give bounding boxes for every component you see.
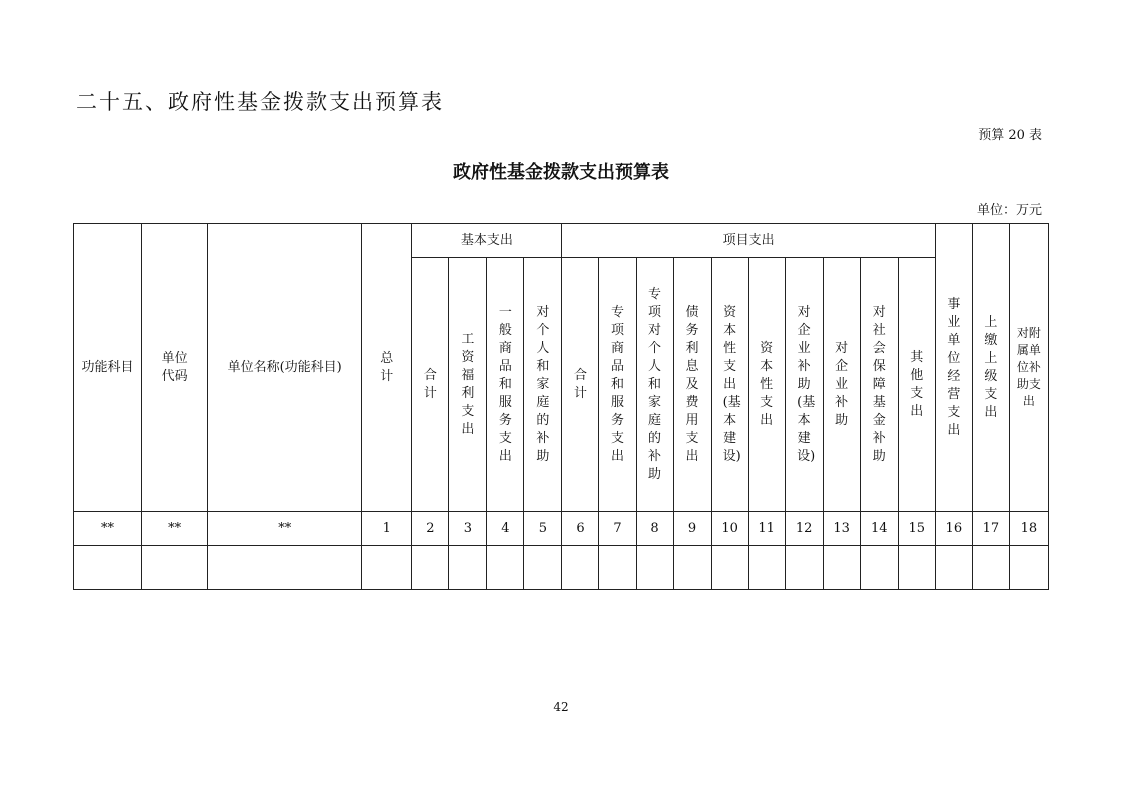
index-cell: 16	[935, 512, 972, 546]
index-cell: 14	[860, 512, 898, 546]
index-cell: 6	[562, 512, 599, 546]
data-cell	[860, 546, 898, 590]
header-debt-interest: 债务利息及费用支出	[673, 258, 711, 512]
header-total: 总计	[362, 224, 412, 512]
data-cell	[412, 546, 449, 590]
index-cell: 1	[362, 512, 412, 546]
data-cell	[1009, 546, 1048, 590]
data-cell	[524, 546, 562, 590]
index-cell: 2	[412, 512, 449, 546]
index-cell: 5	[524, 512, 562, 546]
form-number: 预算 20 表	[978, 128, 1042, 143]
page-number: 42	[553, 700, 569, 714]
data-cell	[935, 546, 972, 590]
header-capital-expense: 资本性支出	[748, 258, 785, 512]
data-cell	[972, 546, 1009, 590]
section-title: 二十五、政府性基金拨款支出预算表	[76, 90, 444, 114]
header-enterprise-subsidy-construction: 对企业补助(基本建设)	[785, 258, 823, 512]
data-cell	[208, 546, 362, 590]
document-title: 政府性基金拨款支出预算表	[453, 162, 669, 183]
header-social-security-subsidy: 对社会保障基金补助	[860, 258, 898, 512]
header-group-basic: 基本支出	[412, 224, 562, 258]
data-cell	[711, 546, 748, 590]
empty-data-row	[74, 546, 1049, 590]
index-cell: 17	[972, 512, 1009, 546]
index-cell: 8	[636, 512, 673, 546]
data-cell	[898, 546, 935, 590]
unit-label: 单位：万元	[976, 203, 1042, 218]
header-special-goods-services: 专项商品和服务支出	[599, 258, 636, 512]
header-function-subject: 功能科目	[74, 224, 142, 512]
data-cell	[636, 546, 673, 590]
data-cell	[748, 546, 785, 590]
header-special-household-subsidy: 专项对个人和家庭的补助	[636, 258, 673, 512]
column-index-row	[74, 512, 1049, 546]
index-cell: 9	[673, 512, 711, 546]
index-cell: 10	[711, 512, 748, 546]
index-cell: **	[142, 512, 208, 546]
index-cell: **	[74, 512, 142, 546]
index-cell: 13	[823, 512, 860, 546]
data-cell	[487, 546, 524, 590]
budget-table	[73, 223, 1049, 590]
index-cell: 7	[599, 512, 636, 546]
data-cell	[785, 546, 823, 590]
data-cell	[673, 546, 711, 590]
data-cell	[142, 546, 208, 590]
header-capital-construction: 资本性支出(基本建设)	[711, 258, 748, 512]
index-cell: 4	[487, 512, 524, 546]
index-cell: 15	[898, 512, 935, 546]
index-cell: 11	[748, 512, 785, 546]
header-household-subsidy: 对个人和家庭的补助	[524, 258, 562, 512]
header-row-groups	[74, 224, 1049, 258]
data-cell	[599, 546, 636, 590]
index-cell: 12	[785, 512, 823, 546]
header-group-project: 项目支出	[562, 224, 935, 258]
index-cell: 3	[449, 512, 487, 546]
header-remit-superior: 上缴上级支出	[972, 224, 1009, 512]
data-cell	[823, 546, 860, 590]
data-cell	[362, 546, 412, 590]
data-cell	[562, 546, 599, 590]
data-cell	[74, 546, 142, 590]
index-cell: 18	[1009, 512, 1048, 546]
header-subsidiary-subsidy: 对附属单位补助支出	[1009, 224, 1048, 512]
data-cell	[449, 546, 487, 590]
header-unit-code: 单位代码	[142, 224, 208, 512]
header-unit-name: 单位名称(功能科目)	[208, 224, 362, 512]
header-project-subtotal: 合计	[562, 258, 599, 512]
header-business-unit-expense: 事业单位经营支出	[935, 224, 972, 512]
header-goods-services: 一般商品和服务支出	[487, 258, 524, 512]
header-wage-welfare: 工资福利支出	[449, 258, 487, 512]
header-other-expense: 其他支出	[898, 258, 935, 512]
header-enterprise-subsidy: 对企业补助	[823, 258, 860, 512]
index-cell: **	[208, 512, 362, 546]
header-basic-subtotal: 合计	[412, 258, 449, 512]
